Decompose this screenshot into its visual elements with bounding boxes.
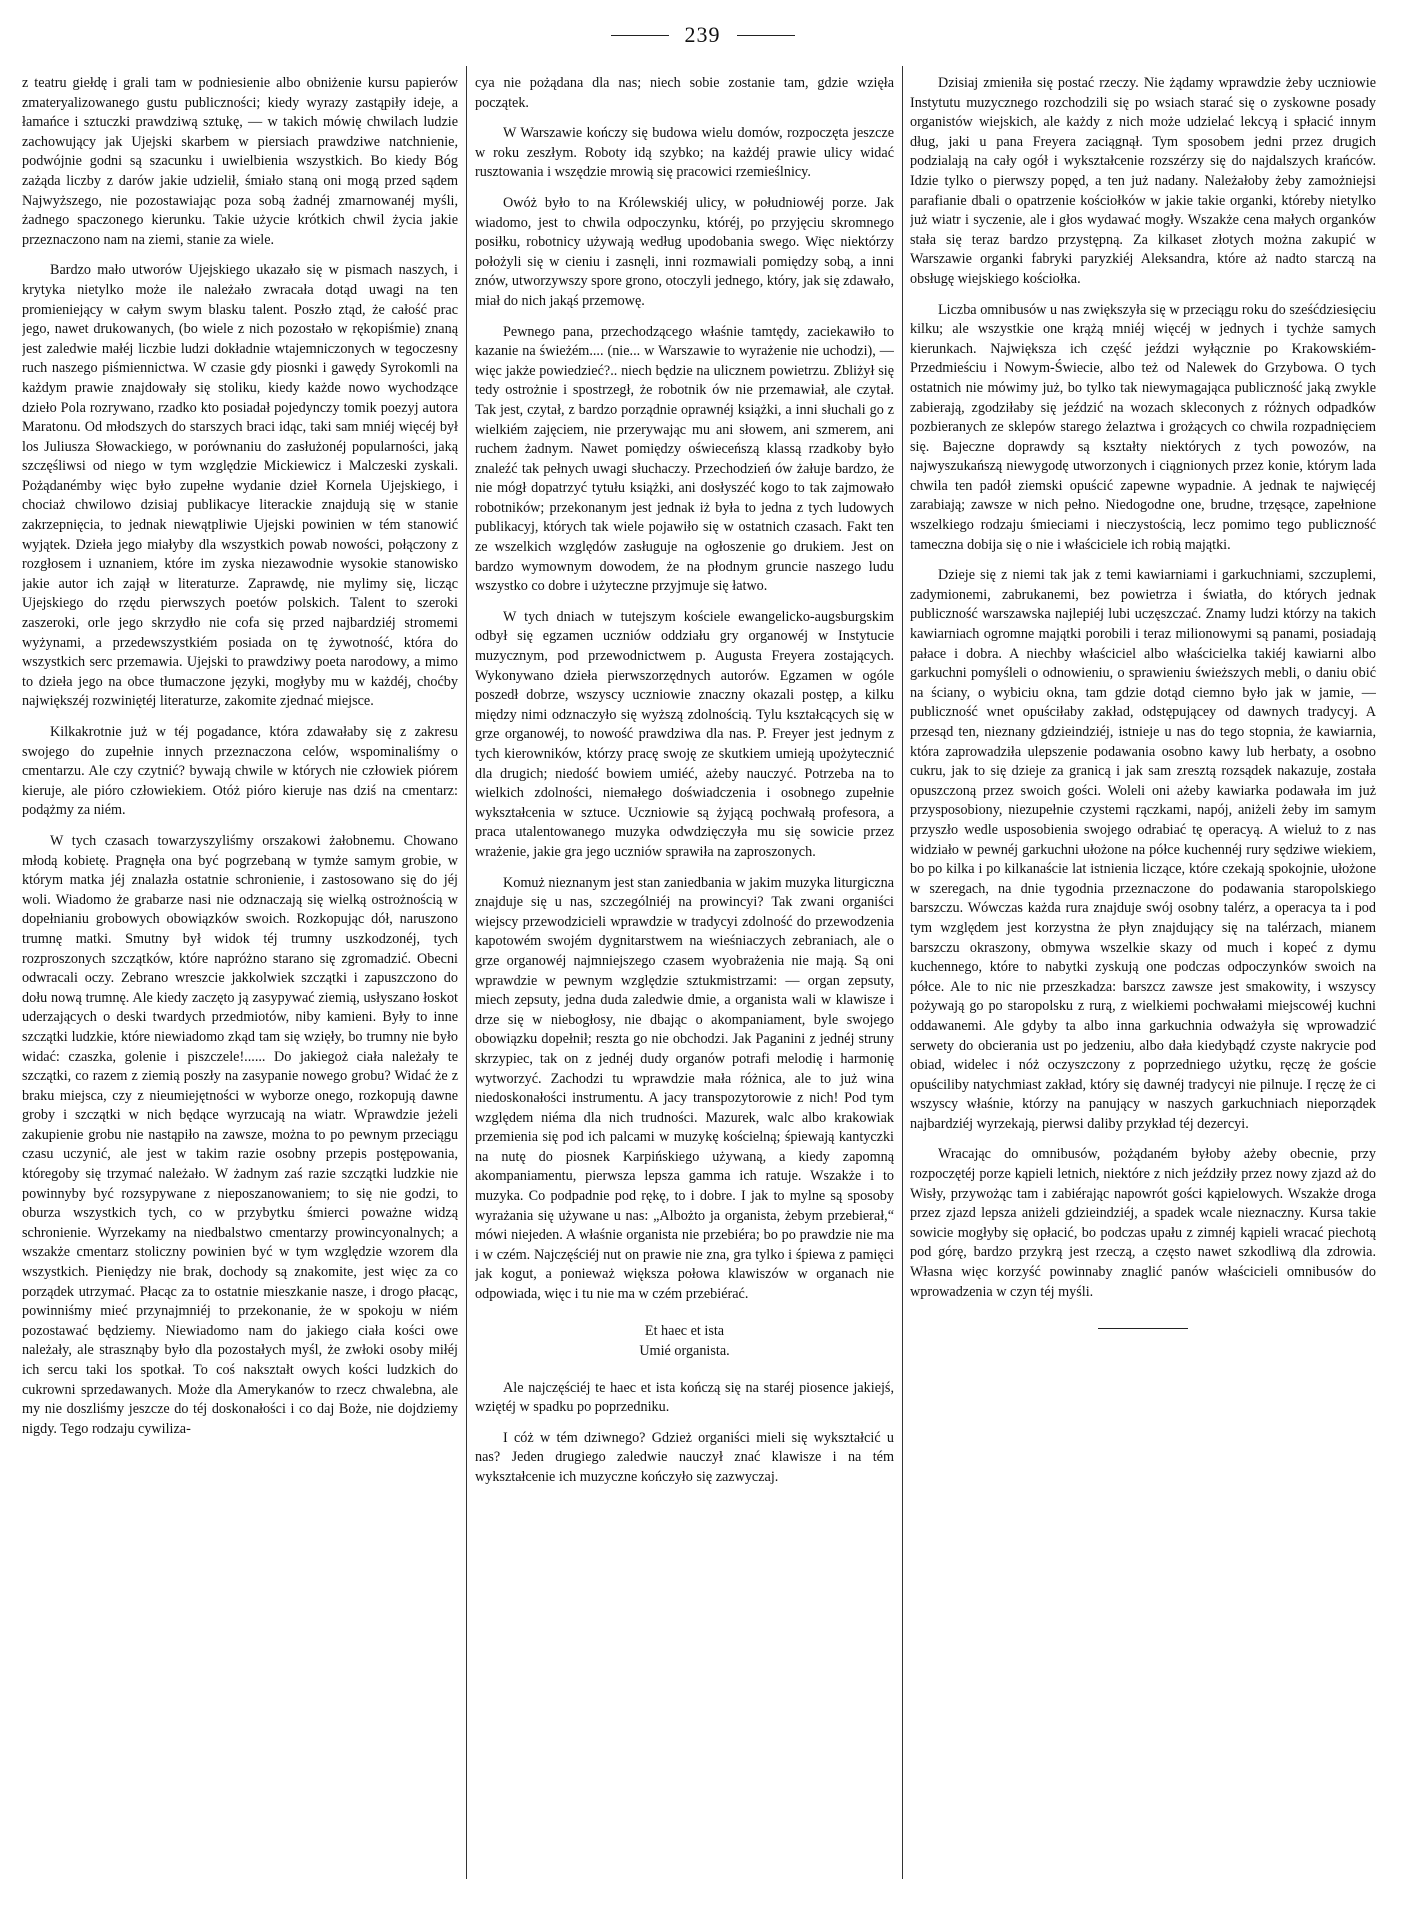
paragraph: W tych czasach towarzyszyliśmy orszakowi żałobnemu. Chowano młodą kobietę. Pragnęła ona być pogrzebaną w tymże samym grobie, w którym matka jéj znalazła ostatnie schronienie, i zastosowano się do jéj woli. Wiadomo że grabarze nasi nie odznaczają się wielką ostrożnością w dopełnianiu grobowych obowiązków swoich. Rozkopując dół, naruszono trumnę matki. Smutny był widok téj trumny uszkodzonéj, tych rozproszonych szczątków, które napróżno starano się zgromadzić. Obecni odwracali oczy. Zebrano wreszcie jakkolwiek szczątki i zapuszczono do dołu nową trumnę. Ale kiedy zaczęto ją zasypywać ziemią, usłyszano łoskot uderzających o deski twardych przedmiotów, niby kamieni. Były to inne szczątki ludzkie, które niewiadomo zkąd tam się wzięły, bo trumny nie było widać: czaszka, golenie i piszczele!...... Do jakiegoż ciała należały te szczątki, co razem z ziemią poszły na zasypanie nowego grobu? Widać że z braku miejsca, czy z nieumiejętności w wyborze onego, rozkopują dawne groby i szczątki w nich będące wyrzucają na wiatr. Wprawdzie jeżeli zakupienie grobu nie nastąpiło na zawsze, można to po pewnym przeciągu czasu uczynić, ale jest w takim razie osobny przepis postępowania, któregoby się trzymać należało. W żadnym zaś razie szczątki ludzkie nie powinnyby być rozsypywane z nieposzanowaniem; to się nie godzi, to oburza wszystkich tych, co w przybytku śmierci poważne widzą schronienie. Wyrzekamy na niedbalstwo cmentarzy prowincyonalnych; a wszakże cmentarz stoliczny powinien być w tym względzie wzorem dla wszystkich. Pieniędzy nie brak, dochody są znakomite, jest więc za co porządek utrzymać. Płacąc za to ostatnie mieszkanie nasze, i drogo płacąc, powinniśmy mieć przynajmniéj to przekonanie, że w spokoju w niém pozostawać będziemy. Niewiadomo nam do jakiego ciała kości owe należały, ale strasznąby było dla pozostałych myśl, że zwłoki osoby miłéj ich sercu taki los spotkał. To coś nakształt owych kości ludzkich do cukrowni sprzedawanych. Może dla Amerykanów to rzecz chwalebna, ale my nie doszliśmy jeszcze do téj doskonałości i co daj Boże, nie dojdziemy nigdy. Tego rodzaju cywiliza- <box>22 832 458 1437</box>
header-right-rule <box>737 35 795 36</box>
paragraph: Ale najczęściéj te haec et ista kończą się na staréj piosence jakiejś, wziętéj w spadku po poprzedniku. <box>475 1379 894 1416</box>
page-number: 239 <box>684 22 721 47</box>
header-left-rule <box>611 35 669 36</box>
paragraph: Pewnego pana, przechodzącego właśnie tamtędy, zaciekawiło to kazanie na świeżém.... (nie... w Warszawie to wyrażenie nie uchodzi), — więc jakże powiedzieć?.. niech będzie na ulicznem powietrzu. Zbliżył się tedy ostrożnie i spostrzegł, że robotnik ów nie przemawiał, ale czytał. Tak jest, czytał, z bardzo porządnie oprawnéj książki, a inni słuchali go z wielkiém zajęciem, nie przerywając mu ani słowem, ani szmerem, ani ruchem żadnym. Nawet pomiędzy oświeceńszą klassą rzadkoby było znaleźć tak pełnych uwagi słuchaczy. Przechodzień ów żałuje bardzo, że nie mógł dopatrzyć tytułu książki, ani dosłyszéć kogo to tak zajmowało robotników; przekonanym jest jednak iż była to jedna z tych ludowych publikacyj, których tak wiele pojawiło się w ostatnich czasach. Fakt ten ze wszelkich względów zasługuje na ogłoszenie go drukiem. Jest on bardzo wymownym dowodem, że na płodnym gruncie naszego ludu wszystko co dobre i użyteczne przyjmuje się łatwo. <box>475 323 894 595</box>
page-header <box>0 22 1405 48</box>
section-end-rule <box>1098 1328 1188 1329</box>
paragraph: z teatru giełdę i grali tam w podniesienie albo obniżenie kursu papierów zmateryalizowanego gustu publiczności; kiedy wyrazy zastąpiły ideje, a łamańce i sztuczki prawdziwą sztukę, — w takich mówię chwilach ludzie zachowujący jak Ujejski skarbem w piersiach prawdziwe natchnienie, podwójnie godni są szacunku i uwielbienia wszystkich. Bo kiedy Bóg zażąda liczby z darów jakie udzielił, śmiało staną oni mogą przed sądem Najwyższego, nie pozostawiając poza sobą żadnéj zmarnowanéj myśli, żadnego spaczonego kierunku. Takie użycie krótkich chwil życia jakie przeznaczono nam na ziemi, stanie za wiele. <box>22 75 458 248</box>
column-3 <box>910 74 1376 1879</box>
paragraph: Dzisiaj zmieniła się postać rzeczy. Nie żądamy wprawdzie żeby uczniowie Instytutu muzycznego rozchodzili się po wsiach starać się o zyskowne posady organistów wiejskich, ale każdy z nich może udzielać lekcyą i spłacić innym dług, jaki u pana Freyera zaciągnął. Tym sposobem jedni przez drugich podzialają na cały ogół i wykształcenie rozszérzy się do najdalszych krańców. Idzie tylko o pierwszy popęd, a ten już nadany. Należałoby żeby zamożniejsi parafianie dbali o opatrzenie kościołków w jakie takie organki, któreby nietylko już wiatr i syczenie, ale i głos wydawać mogły. Wszakże cena małych organków stała się teraz bardzo przystępną. Za kilkaset złotych można zakupić w Warszawie organki fabryki paryzkiéj Aleksandra, które aż nadto starczą na obsługę wiejskiego kościołka. <box>910 75 1376 287</box>
paragraph: cya nie pożądana dla nas; niech sobie zostanie tam, gdzie wzięła początek. <box>475 75 894 111</box>
verse-line: Et haec et ista <box>644 1322 725 1339</box>
paragraph: Owóż było to na Królewskiéj ulicy, w południowéj porze. Jak wiadomo, jest to chwila odpoczynku, któréj, po przyjęciu skromnego posiłku, robotnicy używają według upodobania swego. Więc niektórzy położyli się w cieniu i zasnęli, inni rozmawiali pomiędzy sobą, a inni znów, utworzywszy spore grono, otoczyli jednego, który, jak się zdawało, miał do nich jakąś przemowę. <box>475 194 894 309</box>
paragraph: W tych dniach w tutejszym kościele ewangelicko-augsburgskim odbył się egzamen uczniów oddziału gry organowéj w Instytucie muzycznym, pod przewodnictwem p. Augusta Freyera zostających. Wykonywano dzieła pierwszorzędnych autorów. Egzamen w ogóle poszedł dobrze, wszyscy uczniowie znaczny okazali postęp, a kilku między nimi odznaczyło się wyższą zdolnością. Tylu kształcących się w grze organowéj, to nowość prawdziwa dla nas. P. Freyer jest jednym z tych kierowników, którzy pracę swoję ze skutkiem umieją upożytecznić dla drugich; niedość bowiem umiéć, ażeby nauczyć. Potrzeba na to wielkich zdolności, niemałego doświadczenia i osobnego zupełnie wykształcenia w sztuce. Uczniowie są żyjącą pochwałą profesora, a praca utalentowanego muzyka odwdzięczyła mu się sowicie przez wrażenie, jakie gra jego uczniów sprawiła na zaproszonych. <box>475 608 894 860</box>
paragraph: W Warszawie kończy się budowa wielu domów, rozpoczęta jeszcze w roku zeszłym. Roboty idą szybko; na każdéj prawie ulicy widać rusztowania i wszędzie mrowią się pracowici rzemieślnicy. <box>475 125 894 181</box>
paragraph: Wracając do omnibusów, pożądaném byłoby ażeby obecnie, przy rozpoczętéj porze kąpieli letnich, niektóre z nich jeździły przez nowy zjazd aż do Wisły, przywożąc tam i zabiérając napowrót gości kąpielowych. Wszakże droga przez zjazd lepsza aniżeli gdzieindziéj, a spadek wcale nieznaczny. Kursa takie sowicie mogłyby się opłacić, bo podczas upału z zimnéj kąpieli wracać piechotą pod górę, bardzo przykrą jest rzeczą, a często nawet szkodliwą dla zdrowia. Własna więc korzyść powinnaby znaglić panów właścicieli omnibusów do wprowadzenia w czyn téj myśli. <box>910 1146 1376 1300</box>
paragraph: Komuż nieznanym jest stan zaniedbania w jakim muzyka liturgiczna znajduje się u nas, szczególniéj na prowincyi? Tak zwani organiści wiejscy przewodzicieli wprawdzie w tradycyi zdolność do przewodzenia kapotowém swojém dygnitarstwem na wieśniaczych zebraniach, ale o grze organowéj najmniejszego czasem wyobrażenia nie mają. Są oni wprawdzie w pewnym względzie sztukmistrzami: — organ zepsuty, miech zepsuty, jedna duda zaledwie dmie, a organista wali w klawisze i drze się w niebogłosy, nie dbając o akompaniament, byle swojego obowiązku dopełnił; reszta go nie obchodzi. Jak Paganini z jednéj struny skrzypiec, tak on z jednéj dudy organów potrafi melodię i harmonię wytworzyć. Zachodzi tu wprawdzie mała różnica, ale to już wina niedoskonałości instrumentu. A jacy transpozytorowie z nich! Pod tym względem niéma dla nich trudności. Mazurek, walc albo krakowiak przemienia się pod ich palcami w muzykę kościelną; śpiewają kantyczki na nutę do piosnek Karpińskiego używaną, a kiedy zapomną akompaniamentu, pierwsza lepsza gamma ich ratuje. Wszakże i to muzyka. Co podpadnie pod rękę, to i dobre. I jak to mylne są sposoby wyrażania się używane u nas: „Albożto ja organista, żebym przebierał,“ mówi niejeden. A właśnie organista nie przebiéra; bo po prawdzie nie ma i w czém. Najczęściéj nut on prawie nie zna, gra tylko i śpiewa z pamięci jak kogut, a ponieważ większa połowa klawiszów w organach nie odpowiada, więc i tu nie ma w czém przebiérać. <box>475 874 894 1303</box>
verse-quote <box>475 1321 894 1361</box>
paragraph: Liczba omnibusów u nas zwiększyła się w przeciągu roku do sześćdziesięciu kilku; ale wszystkie one krążą mniéj więcéj w jednych i tychże samych kierunkach. Największa ich część jeździ wyłącznie po Krakowskiém-Przedmieściu i Nowym-Świecie, albo też od Nalewek do Grzybowa. O tych ostatnich nie mówimy już, bo tylko tak niewymagająca publiczność jaką zwykle zabierają, zgodziłaby się jeździć na wozach skleconych z różnych odpadków pozbieranych ze sklepów starego żelaztwa i grożących co chwila rozpadnięciem się. Bajeczne doprawdy są kształty niektórych z tych powozów, na najwyszukańszą niewygodę utworzonych i ciągnionych przez konie, którym lada chwila ten padół ziemski opuścić zapewne wypadnie. A jednak te najwięcéj zarabiają; zawsze w nich pełno. Niedogodne one, brudne, trzęsące, zapełnione wszelkiego rodzaju śmieciami i nieczystością, lecz pomimo tego publiczność tameczna dobija się o nie i właściciele ich robią majątki. <box>910 301 1376 553</box>
verse-line: Umié organista. <box>639 1342 730 1359</box>
paragraph: I cóż w tém dziwnego? Gdzież organiści mieli się wykształcić u nas? Jeden drugiego zaledwie nauczył znać klawisze i na tém wykształcenie ich muzyczne kończyło się zazwyczaj. <box>475 1429 894 1485</box>
column-divider-2 <box>902 66 903 1879</box>
paragraph: Bardzo mało utworów Ujejskiego ukazało się w pismach naszych, i krytyka nietylko może ile należało zwracała dotąd uwagi na ten promieniejący w całym swym blasku talent. Poszło ztąd, że całość prac jego, nawet drukowanych, (bo wiele z nich pozostało w rękopiśmie) znaną jest zaledwie małéj liczbie ludzi dokładnie wtajemniczonych w tegoczesny ruch naszego piśmiennictwa. W czasie gdy piosnki i gawędy Syrokomli na każdym prawie znajdowały się stoliku, kiedy każde nowo wychodzące dzieło Pola rozrywano, rzadko kto posiadał pojedynczy tomik poezyj autora Maratonu. Od młodszych do starszych braci idąc, taki sam mniéj więcéj był los Juliusza Słowackiego, w porównaniu do zasłużonéj popularności, jaką szczęśliwsi od niego w tym względzie Mickiewicz i Malczeski zyskali. Pożądanémby więc było zupełne wydanie dzieł Kornela Ujejskiego, i chociaż chwilowo dzisiaj publikacye literackie znajdują się w stanie zakrzepnięcia, to jednak niewątpliwie Ujejski powinien w tém stanowić wyjątek. Dzieła jego miałyby dla wszystkich powab nowości, połączony z rozgłosem i uznaniem, które im zyska niezawodnie wysokie stanowisko jakie autor ich zajął w literaturze. Zaprawdę, nie mylimy się, licząc Ujejskiego do rzędu pierwszych poetów polskich. Talent to szeroki zaszeroki, orle jego skrzydło nie cofa się przed najbardziéj stromemi wyżynami, a przedewszystkiém posiada on tę żywotność, która do wszystkich serc przemawia. Ujejski to prawdziwy poeta narodowy, a mimo to dzieła jego na obce tłumaczone języki, mogłyby mu w każdéj, choćby największéj rozwiniętéj literaturze, zakomite zjednać miejsce. <box>22 262 458 710</box>
paragraph: Dzieje się z niemi tak jak z temi kawiarniami i garkuchniami, szczuplemi, zadymionemi, zabrukanemi, bez powietrza i światła, do których jednak publiczność warszawska najlepiéj lubi uczęszczać. Znamy ludzi którzy na takich kawiarniach ogromne majątki porobili i teraz milionowymi są panami, posiadają pałace i dobra. A niechby właściciel albo właścicielka takiéj kawiarni albo garkuchni pomyśleli o odnowieniu, o sprawieniu świeższych mebli, o daniu obić na ściany, o wybiciu okna, tam gdzie dotąd ciemno było jak w jamie, — publiczność wnet opuściłaby zakład, odstępującey od dawnych tradycyj. A przesąd ten, nieznany gdzieindziéj, istnieje u nas do tego stopnia, że kawiarnia, która zaprowadziła ulepszenie podawania osobno kawy lub herbaty, a osobno cukru, jak to się dzieje za granicą i jak sam zresztą rozsądek nakazuje, została opuszczoną przez swoich gości. Woleli oni ażeby kawiarka podawała im już przysposobiony, niezupełnie czystemi rączkami, napój, aniżeli żeby im samym przyszło wedle usposobienia swojego odrabiać tę operacyą. A wieluż to z nas widziało w pewnéj garkuchni ułożone na półce kuchennéj rury sędziwe wiekiem, bo po kilka i po kilkanaście lat istnienia liczące, które czekają spokojnie, ułożone w szeregach, na dnie tygodnia przeznaczone do podawania staropolskiego barszczu. Wówczas każda rura znajduje swój osobny talérz, a operacya ta i pod tym względem jest korzystna że płyn znajdujący się na talérzach, mianem barszczu okraszony, obmywa wszelkie skazy od much i kopeć z dymu kuchennego, które to nabytki zyskują one podczas odpoczynków swoich na półce. Ale to nic nie przeszkadza: barszcz zawsze jest smakowity, i wszyscy pożywają go po staropolsku z rurą, z wielkiemi pochwałami miejscowéj kuchni oddawanemi. Ale gdyby ta albo inna garkuchnia odważyła się wprowadzić serwety do obcierania ust po jedzeniu, albo dała kiedybądź czyste nakrycie pod obiad, widelec i nóż oczyszczony z poprzedniego użytku, ręczę że goście opuściliby natychmiast zakład, który się dawnéj tradycyi nie pilnuje. I ręczę że ci wszyscy właśnie, którzy na panujący w naszych garkuchniach nieporządek najbardziéj wyrzekają, pierwsi daliby przykład téj dezercyi. <box>910 567 1376 1132</box>
column-2 <box>475 74 894 1879</box>
paragraph: Kilkakrotnie już w téj pogadance, która zdawałaby się z zakresu swojego do zupełnie innych przeznaczona celów, wspominaliśmy o cmentarzu. Ale czy czytnić? bywają chwile w których nie człowiek piórem kieruje, ale pióro człowiekiem. Otóż pióro kieruje nas dziś na cmentarz: podążmy za niém. <box>22 724 458 819</box>
column-divider-1 <box>466 66 467 1879</box>
column-1 <box>22 74 458 1879</box>
